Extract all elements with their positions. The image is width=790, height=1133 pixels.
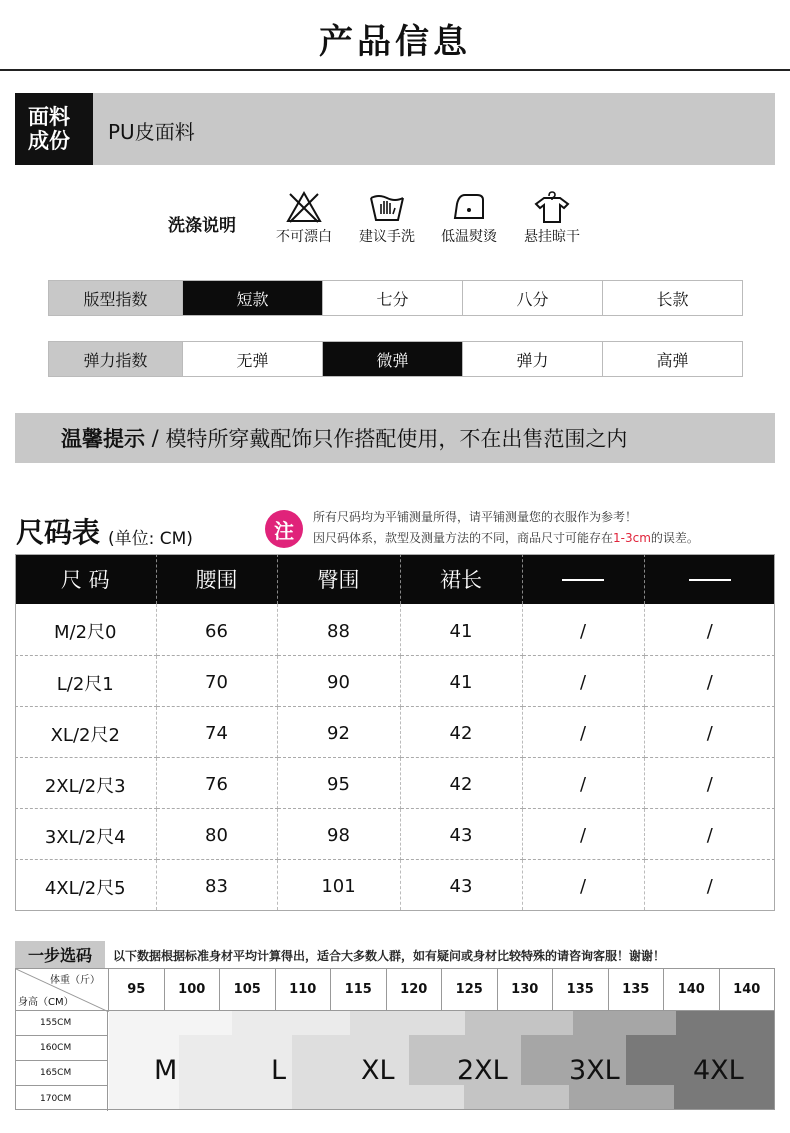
weight-cell: 140 [664,969,720,1010]
wash-label: 建议手洗 [359,229,415,245]
length-option: 长款 [602,281,742,315]
empty-cell: / [644,808,775,859]
step-chart-header [15,968,775,1011]
step-chart-body [15,1011,775,1110]
size-cell: 4XL/2尺5 [15,859,156,910]
size-zone-step [292,1011,350,1035]
size-zone-step [626,1011,676,1035]
length-cell: 41 [400,655,522,706]
size-zone-step [409,1011,465,1035]
waist-cell: 83 [156,859,277,910]
note-badge: 注 [265,510,303,548]
size-cell: XL/2尺2 [15,706,156,757]
length-cell: 41 [400,604,522,655]
size-note-line2 [313,529,699,546]
waist-cell: 74 [156,706,277,757]
length-cell: 43 [400,808,522,859]
size-table [15,554,775,911]
size-cell: M/2尺0 [15,604,156,655]
page-title: 产品信息 [319,22,471,62]
col-header-waist: 腰围 [156,554,277,604]
length-index-row [48,280,743,316]
size-note-line1: 所有尺码均为平铺测量所得，请平铺测量您的衣服作为参考！ [313,510,638,524]
empty-cell: / [522,655,644,706]
stretch-option: 高弹 [602,342,742,376]
weight-cell: 100 [165,969,221,1010]
empty-cell: / [644,757,775,808]
size-cell: 2XL/2尺3 [15,757,156,808]
size-zone-step [626,1085,674,1109]
table-row [15,655,775,706]
empty-cell: / [522,808,644,859]
wash-item-hang-dry [512,190,592,246]
table-row [15,808,775,859]
size-zone-step [521,1011,573,1035]
length-cell: 43 [400,859,522,910]
weight-cell: 130 [498,969,554,1010]
table-row [15,706,775,757]
empty-cell: / [522,757,644,808]
hip-cell: 92 [277,706,400,757]
size-letter-xl: XL [361,1055,395,1086]
stretch-option: 无弹 [182,342,322,376]
empty-cell: / [644,859,775,910]
weight-cell: 95 [109,969,165,1010]
col-header-empty [522,554,644,604]
table-row [15,859,775,910]
size-note-text: 的误差。 [650,531,699,545]
tip-text: 模特所穿戴配饰只作搭配使用，不在出售范围之内 [165,427,628,451]
dash-mark [689,579,731,581]
height-column [15,1011,108,1111]
tip-bar [15,413,775,463]
dash-mark [562,579,604,581]
empty-cell: / [644,604,775,655]
length-option: 八分 [462,281,602,315]
size-table-header [15,554,775,604]
wash-item-no-bleach [264,190,344,246]
wash-label: 悬挂晾干 [524,229,580,245]
low-iron-icon [449,190,489,224]
weight-cell: 140 [733,982,761,997]
height-cell: 155CM [15,1011,108,1036]
tip-strong: 温馨提示 [61,427,145,451]
hip-cell: 101 [277,859,400,910]
table-row [15,757,775,808]
size-zone-step [409,1085,464,1109]
height-cell: 170CM [15,1086,108,1111]
material-label-line2: 成份 [28,129,70,153]
weight-cell: 115 [331,969,387,1010]
height-cell: 160CM [15,1036,108,1061]
length-option: 七分 [322,281,462,315]
step-chart-corner [16,969,109,1010]
waist-cell: 76 [156,757,277,808]
material-label [15,93,93,165]
waist-cell: 70 [156,655,277,706]
weight-cell: 125 [442,969,498,1010]
material-value: PU皮面料 [108,120,195,144]
empty-cell: / [522,604,644,655]
length-index-label: 版型指数 [49,281,182,315]
waist-cell: 66 [156,604,277,655]
size-chart-title: 尺码表 [16,516,101,549]
wash-item-hand-wash [347,190,427,246]
height-header: 身高（CM） [18,997,74,1008]
hip-cell: 98 [277,808,400,859]
size-letter-3xl: 3XL [569,1055,620,1086]
size-note-tolerance: 1-3cm [613,531,651,545]
weight-header: 体重（斤） [50,975,100,986]
stretch-option: 微弹 [322,342,462,376]
empty-cell: / [644,655,775,706]
weight-cell: 135 [609,969,665,1010]
weight-cell: 110 [276,969,332,1010]
length-option: 短款 [182,281,322,315]
washing-title: 洗涤说明 [168,216,236,236]
size-zone-step [521,1085,569,1109]
empty-cell: / [522,706,644,757]
size-cell: L/2尺1 [15,655,156,706]
step-chart-note: 以下数据根据标准身材平均计算得出，适合大多数人群，如有疑问或身材比较特殊的请咨询客服！谢谢！ [113,949,666,963]
col-header-hip: 臀围 [277,554,400,604]
size-letter-2xl: 2XL [457,1055,508,1086]
hip-cell: 90 [277,655,400,706]
hang-dry-icon [532,190,572,224]
hip-cell: 88 [277,604,400,655]
title-divider [0,69,790,71]
material-label-line1: 面料 [28,105,70,129]
table-row [15,604,775,655]
size-letter-4xl: 4XL [693,1055,744,1086]
waist-cell: 80 [156,808,277,859]
stretch-option: 弹力 [462,342,602,376]
length-cell: 42 [400,757,522,808]
size-cell: 3XL/2尺4 [15,808,156,859]
stretch-index-row [48,341,743,377]
height-cell: 165CM [15,1061,108,1086]
weight-cell: 120 [387,969,443,1010]
length-cell: 42 [400,706,522,757]
wash-label: 低温熨烫 [441,229,497,245]
size-letter-m: M [154,1055,178,1086]
tip-separator: / [145,426,166,450]
weight-cell: 105 [220,969,276,1010]
wash-label: 不可漂白 [276,229,332,245]
col-header-size: 尺 码 [15,554,156,604]
wash-item-low-iron [429,190,509,246]
stretch-index-label: 弹力指数 [49,342,182,376]
no-bleach-icon [284,190,324,224]
col-header-empty [644,554,775,604]
size-zone-step [179,1011,232,1035]
step-chart-label: 一步选码 [15,941,105,968]
empty-cell: / [522,859,644,910]
hand-wash-icon [367,190,407,224]
size-chart-unit: (单位: CM) [108,529,193,549]
hip-cell: 95 [277,757,400,808]
col-header-length: 裙长 [400,554,522,604]
size-letter-l: L [271,1055,287,1086]
weight-cell: 135 [553,969,609,1010]
size-note-text: 因尺码体系，款型及测量方法的不同，商品尺寸可能存在 [313,531,614,545]
empty-cell: / [644,706,775,757]
